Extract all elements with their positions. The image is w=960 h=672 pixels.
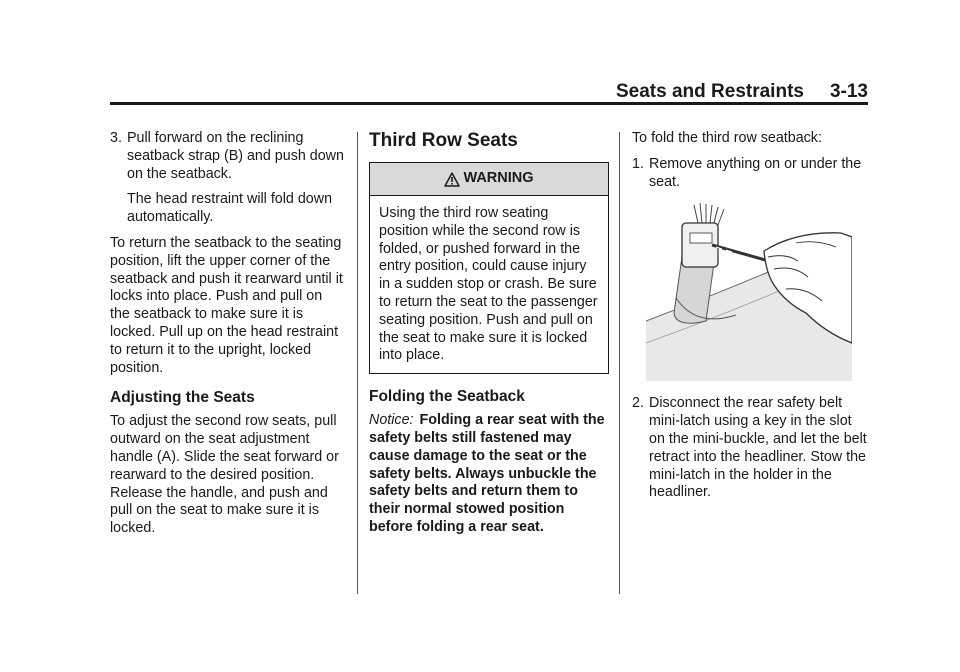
column-divider-2 — [619, 132, 620, 594]
step-1 — [632, 156, 868, 192]
step-text: Pull forward on the reclining seatback strap (B) and push down on the seatback. — [127, 130, 344, 182]
fold-intro: To fold the third row seatback: — [632, 130, 822, 146]
warning-header — [370, 163, 608, 196]
section-title: Seats and Restraints — [616, 81, 804, 102]
notice-label: Notice: — [369, 412, 414, 429]
step-number: 1. — [632, 155, 644, 172]
column-3 — [632, 130, 868, 510]
step-2 — [632, 395, 868, 502]
step-text: Disconnect the rear safety belt mini-latch using a key in the slot on the mini-buckle, and let the belt retract into the headliner. Stow the mini-latch in the holder in the headliner. — [649, 395, 867, 501]
warning-box — [369, 162, 609, 374]
third-row-seats-heading: Third Row Seats — [369, 130, 518, 151]
step-3 — [110, 130, 344, 183]
notice-paragraph — [369, 412, 609, 537]
step-number: 3. — [110, 130, 122, 146]
column-2 — [369, 130, 609, 537]
mini-latch-illustration — [646, 203, 852, 381]
warning-triangle-icon — [444, 172, 460, 187]
step-number: 2. — [632, 395, 644, 412]
page-number: 3-13 — [829, 81, 868, 102]
step-text: Remove anything on or under the seat. — [649, 155, 862, 190]
warning-body: Using the third row seating position while the second row is folded, or pushed forward in the entry position, could cause injury in a sudden stop or crash. Be sure to return the seat to the passenger seating position. Push and pull on the seat to make sure it is locked into place. — [379, 205, 598, 364]
return-seatback-paragraph: To return the seatback to the seating position, lift the upper corner of the seatback and push it rearward until it locks into place. Push and pull on the seatback to make sure it is locked. Pull up on the head restraint to return it to the upright, locked position. — [110, 234, 343, 376]
step-3-continuation: The head restraint will fold down automatically. — [127, 191, 333, 226]
folding-seatback-heading: Folding the Seatback — [369, 388, 525, 406]
header-rule — [110, 102, 868, 105]
warning-title: WARNING — [463, 170, 534, 187]
notice-text: Folding a rear seat with the safety belts still fastened may cause damage to the seat or the safety belts. Always unbuckle the safety belts and return them to their normal stowed position before folding a rear seat. — [369, 412, 605, 535]
adjusting-seats-paragraph: To adjust the second row seats, pull outward on the seat adjustment handle (A). Slide the seat forward or rearward to the desired position. Release the handle, and push and pull on the seat to make sure it is locked. — [110, 413, 339, 537]
adjusting-seats-heading: Adjusting the Seats — [110, 389, 255, 407]
page-header — [110, 82, 868, 102]
column-1 — [110, 130, 344, 546]
column-divider-1 — [357, 132, 358, 594]
mini-latch-key-drawing — [646, 203, 852, 381]
